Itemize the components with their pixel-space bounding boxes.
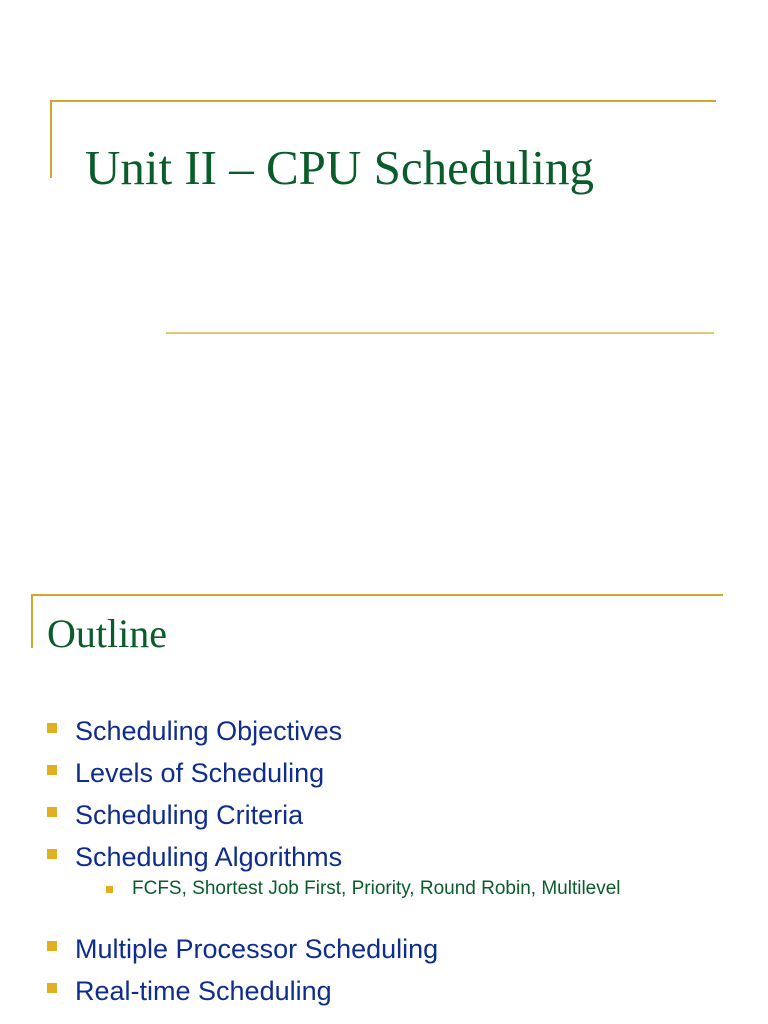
left-accent-line xyxy=(31,594,33,648)
slide-title: Unit II – CPU Scheduling xyxy=(85,140,595,195)
list-item-text: Scheduling Algorithms xyxy=(75,842,343,872)
list-item-text: Levels of Scheduling xyxy=(75,758,325,788)
list-item xyxy=(0,752,768,794)
list-item xyxy=(0,794,768,836)
outline-slide xyxy=(0,560,768,1024)
bottom-accent-line xyxy=(166,332,714,334)
square-bullet-icon xyxy=(47,765,57,775)
square-bullet-icon xyxy=(47,983,57,993)
square-bullet-icon xyxy=(47,941,57,951)
sub-list-item xyxy=(0,876,768,928)
outline-title: Outline xyxy=(47,611,167,656)
list-item-text: Multiple Processor Scheduling xyxy=(75,934,439,964)
list-item xyxy=(0,710,768,752)
left-accent-line xyxy=(50,100,52,178)
list-item xyxy=(0,836,768,878)
list-item xyxy=(0,928,768,970)
list-item-text: Scheduling Objectives xyxy=(75,716,343,746)
top-accent-line xyxy=(31,594,723,596)
sub-list-item-text: FCFS, Shortest Job First, Priority, Round Robin, Multilevel xyxy=(132,878,621,899)
list-item-text: Scheduling Criteria xyxy=(75,800,304,830)
square-bullet-icon xyxy=(47,723,57,733)
square-bullet-icon xyxy=(47,807,57,817)
square-bullet-icon xyxy=(47,849,57,859)
top-accent-line xyxy=(50,100,716,102)
list-item-text: Real-time Scheduling xyxy=(75,976,332,1006)
square-sub-bullet-icon xyxy=(106,886,113,893)
outline-list xyxy=(0,710,768,1012)
list-item xyxy=(0,970,768,1012)
